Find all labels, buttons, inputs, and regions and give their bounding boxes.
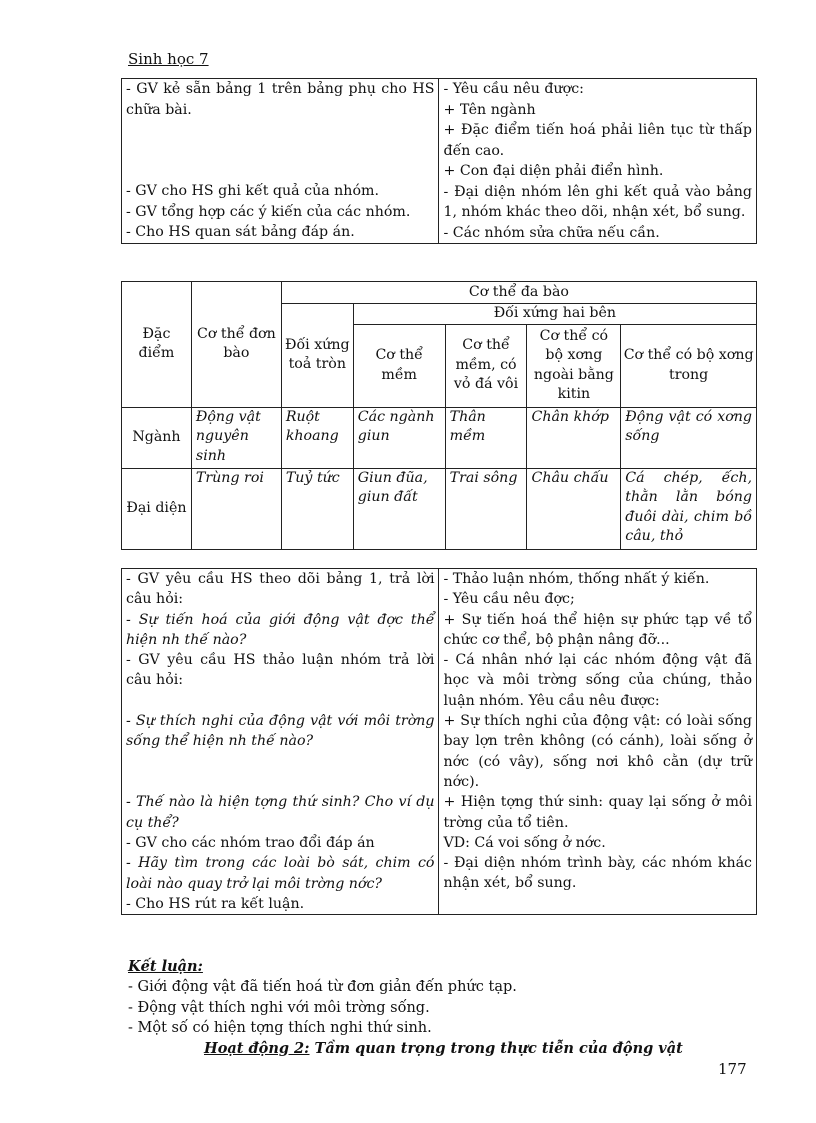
- table-cell: Trai sông: [445, 468, 527, 549]
- table-cell: Tuỷ tức: [281, 468, 353, 549]
- table-row: [122, 468, 757, 549]
- header-kitin: Cơ thể có bộ xơng ngoài bằng kitin: [527, 324, 621, 407]
- header-da-bao: Cơ thể đa bào: [281, 282, 756, 304]
- student-step: VD: Cá voi sống ở nớc.: [443, 834, 606, 851]
- teacher-step: - GV kẻ sẵn bảng 1 trên bảng phụ cho HS chữa bài.: [126, 81, 435, 118]
- header-mem: Cơ thể mềm: [353, 324, 445, 407]
- student-step: - Yêu cầu nêu đợc;: [443, 591, 575, 608]
- row-label: Ngành: [122, 407, 192, 468]
- conclusion-item: - Một số có hiện tợng thích nghi thứ sinh.: [128, 1019, 432, 1036]
- header-don-bao: Cơ thể đơn bào: [191, 282, 281, 408]
- header-hai-ben: Đối xứng hai bên: [353, 304, 756, 325]
- activity-table-2: [121, 568, 757, 915]
- teacher-step: - GV cho HS ghi kết quả của nhóm.: [126, 183, 379, 199]
- table-cell: Thân mềm: [445, 407, 527, 468]
- teacher-question: - Hãy tìm trong các loài bò sát, chim có loài nào quay trở lại môi trờng nớc?: [126, 855, 435, 892]
- teacher-step: - Cho HS rút ra kết luận.: [126, 895, 305, 912]
- activity-heading: [204, 1040, 683, 1057]
- header-dac-diem: Đặc điểm: [122, 282, 192, 408]
- student-column: [439, 79, 757, 244]
- student-step: + Tên ngành: [443, 101, 536, 118]
- teacher-step: - GV cho các nhóm trao đổi đáp án: [126, 834, 375, 851]
- conclusion-item: - Giới động vật đã tiến hoá từ đơn giản đến phức tạp.: [128, 979, 517, 996]
- teacher-step: - GV yêu cầu HS thảo luận nhóm trả lời câu hỏi:: [126, 652, 435, 689]
- header-toa-tron: Đối xứng toả tròn: [281, 304, 353, 408]
- student-column: [439, 569, 757, 915]
- student-step: + Hiện tợng thứ sinh: quay lại sống ở môi trờng của tổ tiên.: [443, 794, 752, 831]
- table-row: [122, 407, 757, 468]
- teacher-step: - GV tổng hợp các ý kiến của các nhóm.: [126, 203, 411, 220]
- teacher-step: - GV yêu cầu HS theo dõi bảng 1, trả lời câu hỏi:: [126, 571, 435, 608]
- student-step: - Đại diện nhóm lên ghi kết quả vào bảng 1, nhóm khác theo dõi, nhận xét, bổ sung.: [443, 183, 752, 220]
- student-step: + Sự tiến hoá thể hiện sự phức tạp về tổ chức cơ thể, bộ phận nâng đỡ...: [443, 611, 752, 648]
- row-label: Đại diện: [122, 468, 192, 549]
- table-cell: Cá chép, ếch, thằn lằn bóng đuôi dài, chim bồ câu, thỏ: [621, 468, 757, 549]
- activity-label: Hoạt động 2:: [204, 1040, 310, 1057]
- conclusion-section: [128, 957, 517, 1038]
- student-step: + Đặc điểm tiến hoá phải liên tục từ thấp đến cao.: [443, 122, 752, 159]
- activity-title: Tầm quan trọng trong thực tiễn của động vật: [309, 1040, 683, 1057]
- table-cell: Ruột khoang: [281, 407, 353, 468]
- table-cell: Động vật có xơng sống: [621, 407, 757, 468]
- teacher-column: [122, 79, 439, 244]
- student-step: - Cá nhân nhớ lại các nhóm động vật đã học và môi trờng sống của chúng, thảo luận nhóm. Yêu cầu nêu được:: [443, 652, 752, 709]
- header-xuong-trong: Cơ thể có bộ xơng trong: [621, 324, 757, 407]
- conclusion-item: - Động vật thích nghi với môi trờng sống.: [128, 999, 430, 1016]
- table-cell: Chân khớp: [527, 407, 621, 468]
- header-subject: Sinh học 7: [128, 50, 209, 68]
- student-step: + Con đại diện phải điển hình.: [443, 163, 664, 179]
- table-cell: Các ngành giun: [353, 407, 445, 468]
- student-step: - Yêu cầu nêu được:: [443, 81, 584, 97]
- student-step: - Các nhóm sửa chữa nếu cần.: [443, 224, 660, 241]
- teacher-question: - Sự tiến hoá của giới động vật đợc thể hiện nh thế nào?: [126, 611, 435, 648]
- student-step: + Sự thích nghi của động vật: có loài sống bay lợn trên không (có cánh), loài sống ở nớc (có vây), sống nơi khô cằn (dự trữ nớc).: [443, 713, 752, 790]
- student-step: - Đại diện nhóm trình bày, các nhóm khác nhận xét, bổ sung.: [443, 855, 752, 892]
- page-number: 177: [718, 1060, 747, 1078]
- teacher-question: - Thế nào là hiện tợng thứ sinh? Cho ví dụ cụ thể?: [126, 794, 435, 831]
- conclusion-title: Kết luận:: [128, 958, 203, 975]
- teacher-step: - Cho HS quan sát bảng đáp án.: [126, 224, 355, 240]
- table-cell: Động vật nguyên sinh: [191, 407, 281, 468]
- activity-table-1: [121, 78, 757, 244]
- student-step: - Thảo luận nhóm, thống nhất ý kiến.: [443, 571, 710, 587]
- table-cell: Châu chấu: [527, 468, 621, 549]
- table-cell: Trùng roi: [191, 468, 281, 549]
- teacher-column: [122, 569, 439, 915]
- header-mem-vo: Cơ thể mềm, có vỏ đá vôi: [445, 324, 527, 407]
- teacher-question: - Sự thích nghi của động vật với môi trờng sống thể hiện nh thế nào?: [126, 712, 435, 750]
- table-cell: Giun đũa, giun đất: [353, 468, 445, 549]
- classification-table: [121, 281, 757, 550]
